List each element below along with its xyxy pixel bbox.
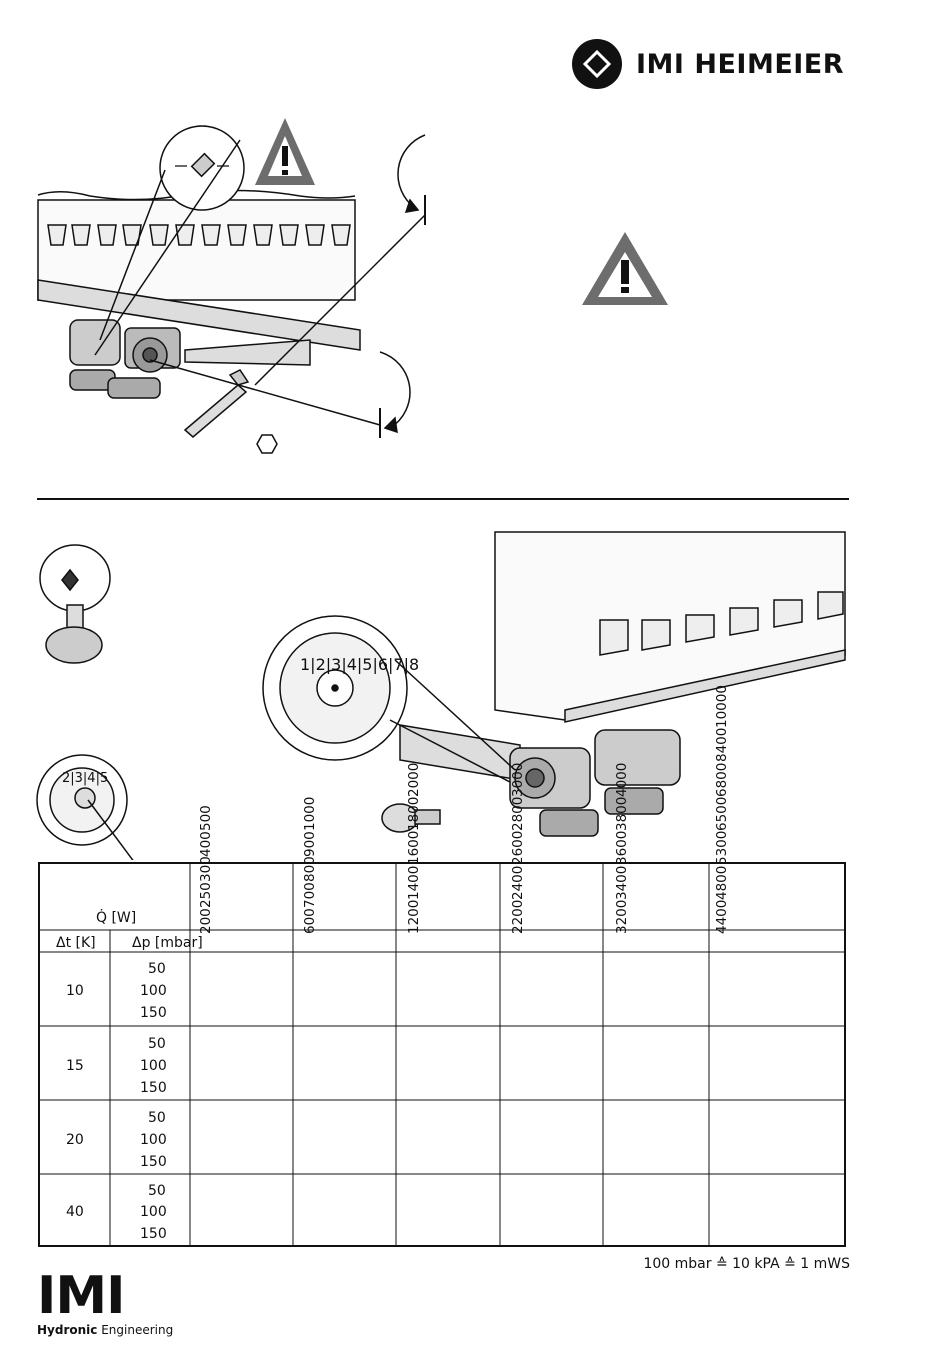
diamond-logo-icon xyxy=(572,39,622,89)
dt-label: Δt [K] xyxy=(56,935,96,951)
dp-value: 100 xyxy=(140,1132,167,1148)
svg-text:1|2|3|4|5|6|7|8: 1|2|3|4|5|6|7|8 xyxy=(300,655,420,674)
dp-value: 50 xyxy=(148,1036,166,1052)
dp-value: 150 xyxy=(140,1080,167,1096)
footer-logo xyxy=(37,1266,174,1337)
dp-value: 50 xyxy=(148,1110,166,1126)
brand-logo xyxy=(572,38,857,90)
svg-text:2|3|4|5: 2|3|4|5 xyxy=(62,771,109,786)
dt-value: 40 xyxy=(66,1204,84,1220)
dp-value: 100 xyxy=(140,1204,167,1220)
dp-value: 50 xyxy=(148,961,166,977)
footer-logo-name: IMI xyxy=(37,1266,125,1326)
warning-triangle-icon xyxy=(582,232,668,305)
dt-value: 20 xyxy=(66,1132,84,1148)
dp-value: 150 xyxy=(140,1005,167,1021)
q-column-3: 1200 1400 1600 1800 2000 xyxy=(406,762,422,934)
radiator-valve-installation-illustration xyxy=(0,100,950,480)
q-column-1: 200 250 300 400 500 xyxy=(198,805,214,934)
dt-value: 15 xyxy=(66,1058,84,1074)
warning-triangle-icon xyxy=(255,118,315,185)
dp-label: Δp [mbar] xyxy=(132,935,203,951)
dp-value: 50 xyxy=(148,1183,166,1199)
q-column-4: 2200 2400 2600 2800 3000 xyxy=(510,762,526,934)
q-column-2: 600 700 800 900 1000 xyxy=(302,796,318,934)
brand-name: IMI HEIMEIER xyxy=(636,48,845,80)
dt-value: 10 xyxy=(66,983,84,999)
footer-logo-tagline: Hydronic Engineering xyxy=(37,1323,174,1337)
unit-conversion-note: 100 mbar ≙ 10 kPA ≙ 1 mWS xyxy=(643,1256,850,1272)
dp-value: 150 xyxy=(140,1226,167,1242)
q-column-6: 4400 4800 5300 6500 6800 8400 10000 xyxy=(714,684,730,934)
dp-value: 100 xyxy=(140,983,167,999)
dp-value: 150 xyxy=(140,1154,167,1170)
dp-value: 100 xyxy=(140,1058,167,1074)
q-column-5: 3200 3400 3600 3800 4000 xyxy=(614,762,630,934)
section-divider xyxy=(37,498,849,500)
flow-label: Q̇ [W] xyxy=(96,910,137,926)
